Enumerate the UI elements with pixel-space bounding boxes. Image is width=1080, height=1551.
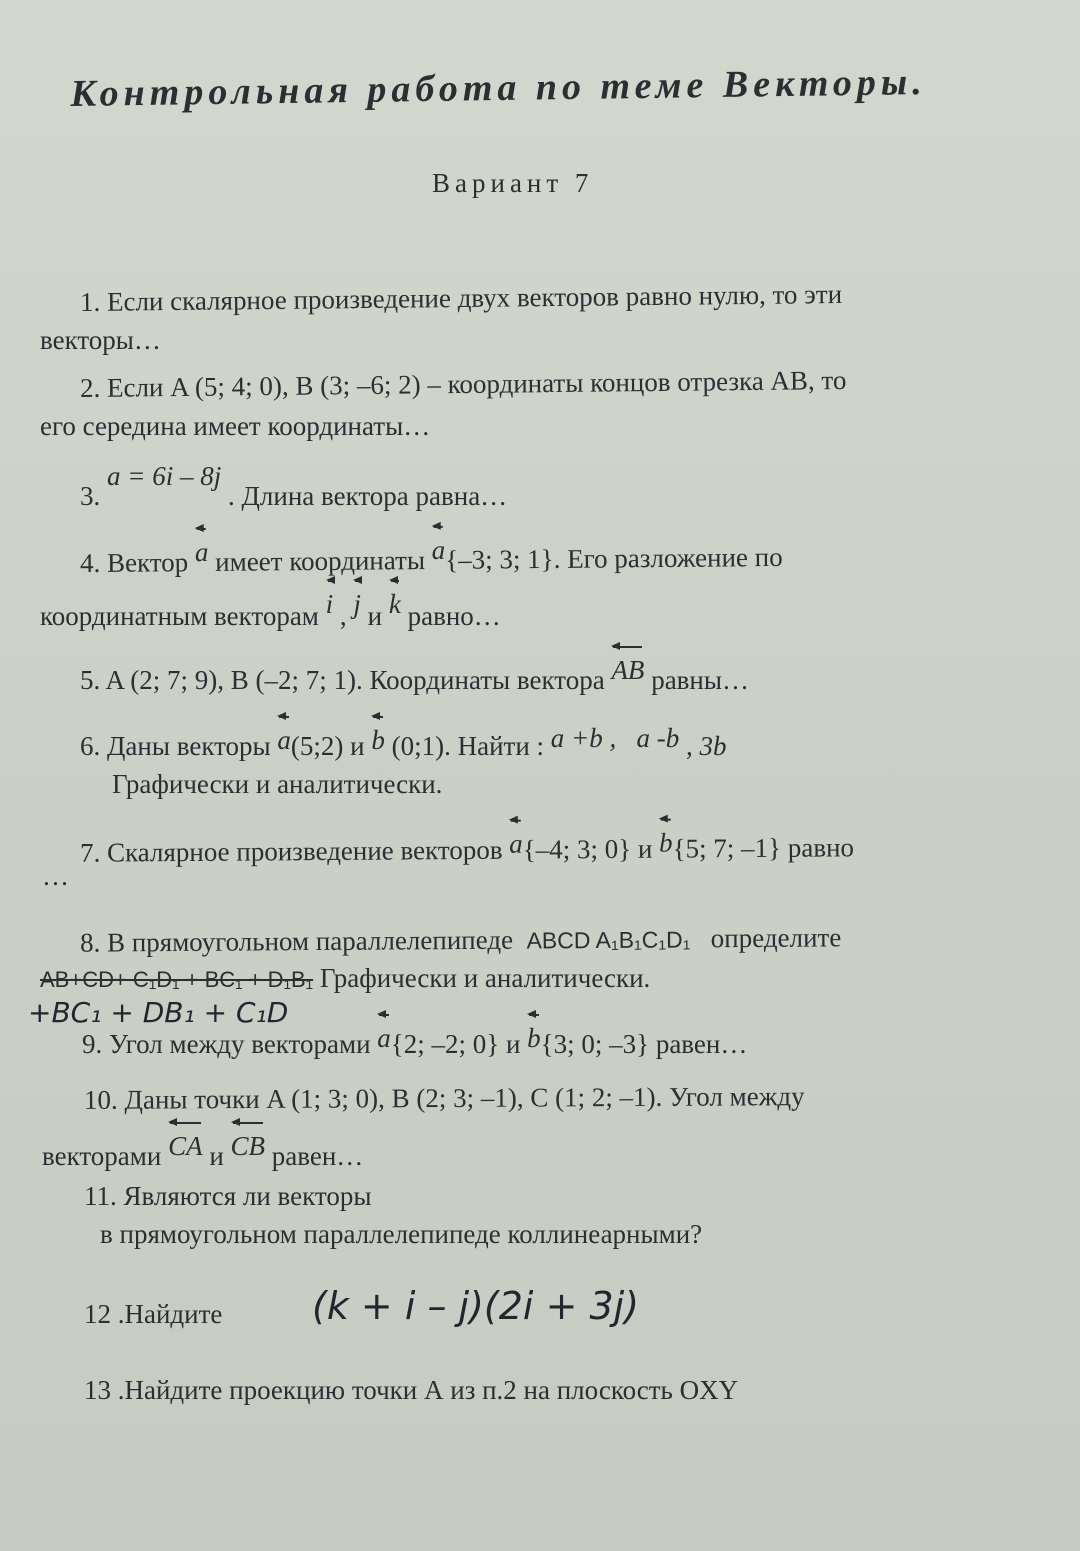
question-5 xyxy=(80,655,750,700)
question-10-text-2: равен… xyxy=(271,1141,364,1171)
question-6-text-1: 6. Даны векторы xyxy=(80,731,271,761)
question-9 xyxy=(82,1024,747,1064)
question-9-text-1: 9. Угол между векторами xyxy=(82,1029,371,1059)
question-7-line-1 xyxy=(80,827,854,872)
question-1-line-1: 1. Если скалярное произведение двух векторов равно нулю, то эти xyxy=(79,279,843,317)
question-2-line-2: его середина имеет координаты… xyxy=(40,411,431,441)
vector-a-symbol: a xyxy=(277,720,291,760)
vector-ca-symbol: CA xyxy=(168,1126,203,1166)
variant-label: Вариант 7 xyxy=(432,168,594,198)
question-8-text-2: определите xyxy=(710,922,842,954)
question-4-text-5: равно… xyxy=(407,601,501,631)
vector-j-symbol: j xyxy=(353,584,361,624)
question-7-line-2: … xyxy=(42,861,69,891)
vector-ab-symbol: AB xyxy=(611,650,644,690)
question-5-text-2: равны… xyxy=(651,665,750,695)
question-2-line-1: 2. Если A (5; 4; 0), B (3; –6; 2) – координаты концов отрезка AB, то xyxy=(79,364,847,404)
question-4-text-3: {–3; 3; 1}. Его разложение по xyxy=(445,541,783,575)
vector-b-symbol: b xyxy=(659,823,673,863)
question-4-line-1 xyxy=(79,534,783,583)
question-7-text-3: {5; 7; –1} равно xyxy=(672,832,855,864)
question-8-line-1 xyxy=(80,917,842,963)
vector-cb-symbol: CB xyxy=(231,1126,266,1166)
question-12: 12 .Найдите xyxy=(84,1299,223,1329)
vector-a-symbol: a xyxy=(432,530,446,570)
question-8-handwritten-answer: +BC₁ + DB₁ + C₁D xyxy=(28,996,289,1029)
question-4-text-2: имеет координаты xyxy=(215,545,426,577)
question-4-and: и xyxy=(367,601,383,631)
question-10-line-1: 10. Даны точки A (1; 3; 0), B (2; 3; –1), C (1; 2; –1). Угол между xyxy=(83,1081,805,1115)
question-3-formula: a = 6i – 8j xyxy=(107,461,222,491)
question-9-text-2: {2; –2; 0} и xyxy=(390,1029,521,1059)
vector-k-symbol: k xyxy=(389,584,401,624)
question-6-expr-sum: a +b , xyxy=(550,723,617,753)
question-12-handwritten-expression: (k + i – j)(2i + 3j) xyxy=(312,1284,640,1328)
question-10-and: и xyxy=(209,1141,224,1171)
question-3-text: . Длина вектора равна… xyxy=(227,481,508,511)
vector-i-symbol: i xyxy=(326,584,334,624)
question-7-text-1: 7. Скалярное произведение векторов xyxy=(79,834,503,868)
question-6-line-2: Графически и аналитически. xyxy=(112,769,443,799)
question-7-text-2: {–4; 3; 0} и xyxy=(522,833,653,865)
question-3 xyxy=(80,461,508,516)
question-11-line-2: в прямоугольном параллелепипеде коллинеарными? xyxy=(100,1219,703,1249)
question-6-text-2: (5;2) и xyxy=(290,731,365,761)
question-5-text-1: 5. A (2; 7; 9), B (–2; 7; 1). Координаты вектора xyxy=(80,665,605,695)
question-8-parallelepiped: ABCD A₁B₁C₁D₁ xyxy=(526,926,691,954)
question-9-text-3: {3; 0; –3} равен… xyxy=(540,1029,748,1059)
vector-b-symbol: b xyxy=(527,1018,541,1058)
question-6-line-1 xyxy=(80,723,727,766)
question-4-separator: , xyxy=(339,601,347,631)
question-10-text-1: векторами xyxy=(42,1141,162,1171)
question-6-expr-diff: a -b xyxy=(636,723,680,753)
question-4-text-4: координатным векторам xyxy=(40,601,319,631)
question-11-line-1: 11. Являются ли векторы xyxy=(84,1181,372,1211)
question-8-text-1: 8. В прямоугольном параллелепипеде xyxy=(79,924,514,958)
vector-a-symbol: a xyxy=(377,1018,391,1058)
question-4-text-1: 4. Вектор xyxy=(79,547,189,579)
question-8-line-2 xyxy=(40,958,650,1000)
vector-a-symbol: a xyxy=(195,532,209,572)
question-8-vector-expression: AB+CD+ C₁D₁ + BC₁ + D₁B₁ xyxy=(40,967,314,992)
question-3-number: 3. xyxy=(80,481,101,511)
question-6-expr-scale: , 3b xyxy=(686,731,727,761)
question-1-line-2: векторы… xyxy=(40,325,161,355)
vector-b-symbol: b xyxy=(371,720,385,760)
question-6-text-3: (0;1). Найти : xyxy=(391,731,545,761)
question-13: 13 .Найдите проекцию точки А из п.2 на плоскость OXY xyxy=(84,1375,739,1405)
question-10-line-2 xyxy=(42,1131,364,1176)
page-title: Контрольная работа по теме Векторы. xyxy=(70,61,928,115)
vector-a-symbol: a xyxy=(509,824,523,864)
question-8-text-3: Графически и аналитически. xyxy=(319,963,651,993)
question-4-line-2 xyxy=(40,589,501,636)
